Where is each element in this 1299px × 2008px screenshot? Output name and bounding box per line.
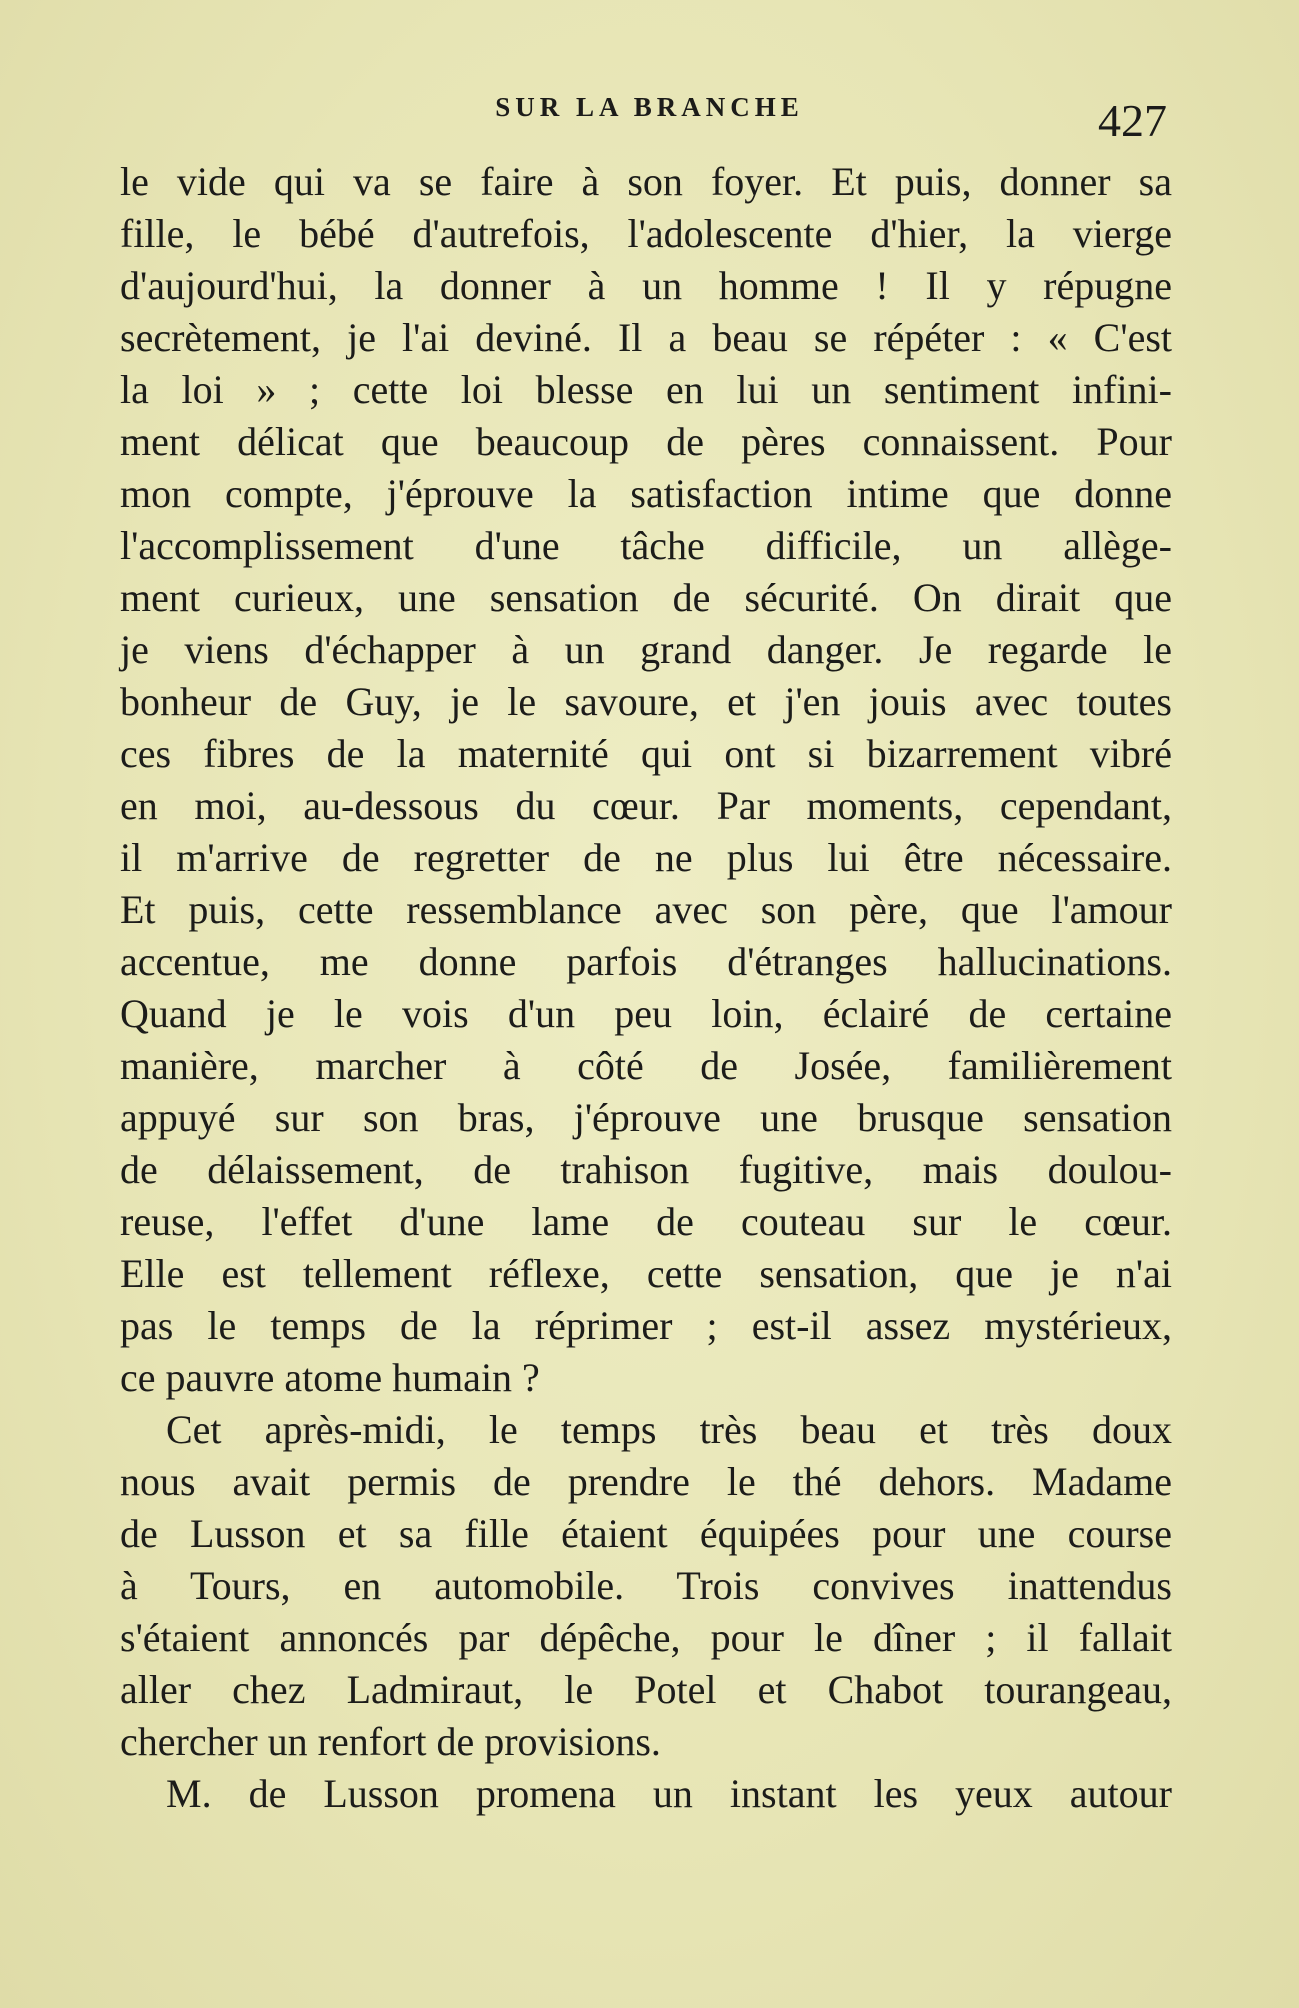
text-line: nous avait permis de prendre le thé dehors. Madame	[120, 1459, 1172, 1504]
text-line: le vide qui va se faire à son foyer. Et puis, donner sa	[120, 159, 1172, 204]
text-line: appuyé sur son bras, j'éprouve une brusque sensation	[120, 1095, 1172, 1140]
text-line: la loi » ; cette loi blesse en lui un sentiment infini-	[120, 367, 1172, 412]
text-line: fille, le bébé d'autrefois, l'adolescente d'hier, la vierge	[120, 211, 1172, 256]
text-line: ce pauvre atome humain ?	[120, 1355, 540, 1400]
text-line: pas le temps de la réprimer ; est-il assez mystérieux,	[120, 1303, 1172, 1348]
paragraph-3	[120, 1768, 1172, 1820]
text-line: aller chez Ladmiraut, le Potel et Chabot tourangeau,	[120, 1667, 1172, 1712]
running-title: SUR LA BRANCHE	[495, 92, 804, 122]
text-line: manière, marcher à côté de Josée, familièrement	[120, 1043, 1172, 1088]
text-line: Cet après-midi, le temps très beau et très doux	[166, 1407, 1172, 1452]
text-line: ces fibres de la maternité qui ont si bizarrement vibré	[120, 731, 1172, 776]
text-line: M. de Lusson promena un instant les yeux autour	[166, 1771, 1172, 1816]
text-line: de délaissement, de trahison fugitive, mais doulou-	[120, 1147, 1172, 1192]
paragraph-1	[120, 156, 1172, 1404]
text-line: bonheur de Guy, je le savoure, et j'en jouis avec toutes	[120, 679, 1172, 724]
text-line: l'accomplissement d'une tâche difficile, un allège-	[120, 523, 1172, 568]
text-line: d'aujourd'hui, la donner à un homme ! Il y répugne	[120, 263, 1172, 308]
text-line: Elle est tellement réflexe, cette sensation, que je n'ai	[120, 1251, 1172, 1296]
text-line: reuse, l'effet d'une lame de couteau sur le cœur.	[120, 1199, 1172, 1244]
text-line: je viens d'échapper à un grand danger. Je regarde le	[120, 627, 1172, 672]
text-line: chercher un renfort de provisions.	[120, 1719, 661, 1764]
text-line: secrètement, je l'ai deviné. Il a beau se répéter : « C'est	[120, 315, 1172, 360]
text-line: à Tours, en automobile. Trois convives inattendus	[120, 1563, 1172, 1608]
text-line: Quand je le vois d'un peu loin, éclairé de certaine	[120, 991, 1172, 1036]
text-line: en moi, au-dessous du cœur. Par moments, cependant,	[120, 783, 1172, 828]
page-number: 427	[1098, 95, 1167, 146]
text-line: ment curieux, une sensation de sécurité. On dirait que	[120, 575, 1172, 620]
text-line: Et puis, cette ressemblance avec son père, que l'amour	[120, 887, 1172, 932]
text-line: s'étaient annoncés par dépêche, pour le dîner ; il fallait	[120, 1615, 1172, 1660]
text-line: accentue, me donne parfois d'étranges hallucinations.	[120, 939, 1172, 984]
text-line: de Lusson et sa fille étaient équipées pour une course	[120, 1511, 1172, 1556]
text-line: il m'arrive de regretter de ne plus lui être nécessaire.	[120, 835, 1172, 880]
paragraph-2	[120, 1404, 1172, 1768]
text-line: mon compte, j'éprouve la satisfaction intime que donne	[120, 471, 1172, 516]
text-line: ment délicat que beaucoup de pères connaissent. Pour	[120, 419, 1172, 464]
body-text	[120, 156, 1172, 1820]
